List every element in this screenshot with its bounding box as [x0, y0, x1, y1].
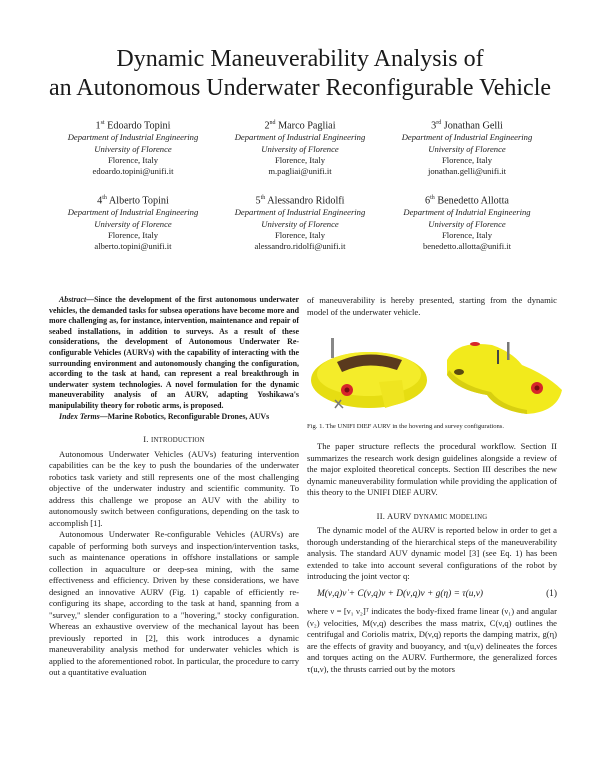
author-email: edoardo.topini@unifi.it — [92, 166, 174, 177]
author-dept: Department of Industrial Engineering — [67, 207, 199, 218]
author-location: Florence, Italy — [441, 229, 493, 240]
right-column-top — [307, 295, 557, 318]
author-univ: University of Florence — [94, 218, 172, 229]
abstract: Abstract—Since the development of the first autonomous underwater vehicles, the demanded tasks for subsea operations have become more and more challenging as, for instance, intervention, maintenance and repair of seabed installations, in addition to surveys. As a result of these considerations, the development of Autonomous Underwater Re-configurable Vehicles (AURVs) with the capability of interacting with the surrounding environment and autonomously changing the configuration, according to the task at hand, can represent a real breakthrough in underwater system technologies. A novel formulation for the dynamic maneuverability analysis of an AURV, adapting Yoshikawa's manipulability theory for robotic arms, is proposed. — [49, 295, 299, 410]
section-heading-dynamic-modeling: II. AURV DYNAMIC MODELING — [376, 510, 488, 521]
index-terms: Index Terms—Marine Robotics, Reconfigurable Drones, AUVs — [59, 411, 270, 421]
author-dept: Department of Industrial Engineering — [401, 132, 533, 143]
author-univ: University of Florence — [94, 143, 172, 154]
author-email: m.pagliai@unifi.it — [268, 166, 332, 177]
intro-paragraph-1: Autonomous Underwater Vehicles (AUVs) featuring intervention capabilities can be the key to push the boundaries of the underwater robotics task variety and still represents one of the most challenging objective of the underwater industry and scientific community. To address this challenge we propose an AUV with the ability to autonomously switch between configurations, depending on the task to accomplish [1]. — [49, 448, 299, 528]
author-univ: University of Florence — [261, 218, 339, 229]
equation-1 — [317, 589, 557, 601]
right-column-body — [307, 441, 557, 675]
left-column — [49, 295, 299, 679]
equation-body: M(ν,q)ν̇ + C(ν,q)ν + D(ν,q)ν + g(η) = τ(u,ν) — [317, 588, 484, 599]
author-block: 6th Benedetto Allotta Department of Indutrial Engineering University of Florence Florence, Italy benedetto.allotta@unifi.it — [384, 192, 550, 253]
paper-title — [0, 45, 600, 103]
author-location: Florence, Italy — [441, 154, 493, 165]
figure-1-caption: Fig. 1. The UNIFI DIEF AURV in the hovering and survey configurations. — [307, 423, 505, 430]
equation-number: (1) — [546, 588, 557, 599]
title-line-1: Dynamic Maneuverability Analysis of — [116, 46, 484, 72]
author-block: 4th Alberto Topini Department of Industrial Engineering University of Florence Florence, Italy alberto.topini@unifi.it — [50, 192, 216, 253]
author-dept: Department of Industrial Engineering — [67, 132, 199, 143]
author-location: Florence, Italy — [274, 154, 326, 165]
author-name: Jonathan Gelli — [443, 120, 503, 132]
author-email: benedetto.allotta@unifi.it — [422, 241, 512, 252]
author-email: alberto.topini@unifi.it — [94, 241, 172, 252]
author-location: Florence, Italy — [274, 229, 326, 240]
author-dept: Department of Industrial Engineering — [234, 207, 366, 218]
author-location: Florence, Italy — [107, 229, 159, 240]
intro-paragraph-continued: of maneuverability is hereby presented, starting from the dynamic model of the underwater vehicle. — [307, 295, 557, 317]
author-dept: Department of Indutrial Engineering — [403, 207, 531, 218]
authors-row-1 — [50, 117, 550, 178]
modeling-paragraph: The dynamic model of the AURV is reported below in order to get a thorough understanding of the hierarchical steps of the maneuverability analysis. The standard AUV dynamic model [3] (see Eq. 1) has been extended to take into account several configurations of the robot by introducing the joint vector q: — [307, 525, 557, 581]
hovering-configuration-icon — [311, 338, 427, 408]
authors-row-2 — [50, 192, 550, 253]
author-name: Alessandro Ridolfi — [267, 195, 345, 207]
title-line-2: an Autonomous Underwater Reconfigurable Vehicle — [48, 75, 552, 101]
author-univ: University of Florence — [428, 143, 506, 154]
author-name: Alberto Topini — [108, 195, 169, 207]
author-block: 3rd Jonathan Gelli Department of Industrial Engineering University of Florence Florence, Italy jonathan.gelli@unifi.it — [384, 117, 550, 178]
author-block: 2nd Marco Pagliai Department of Industrial Engineering University of Florence Florence, Italy m.pagliai@unifi.it — [217, 117, 383, 178]
author-univ: University of Florence — [428, 218, 506, 229]
section-heading-introduction: I. INTRODUCTION — [143, 434, 205, 445]
structure-paragraph: The paper structure reflects the procedural workflow. Section II summarizes the research work design guidelines alongside a review of the major exploited theoretical concepts. Section III describes the new dynamic maneuverability formulation while providing the application of this theory to the UNIFI DIEF AURV. — [307, 441, 557, 497]
author-block: 5th Alessandro Ridolfi Department of Industrial Engineering University of Florence Florence, Italy alessandro.ridolfi@unifi.it — [217, 192, 383, 253]
author-dept: Department of Industrial Engineering — [234, 132, 366, 143]
figure-1-vehicle-image — [307, 330, 565, 418]
author-name: Marco Pagliai — [278, 120, 336, 132]
author-block: 1st Edoardo Topini Department of Industrial Engineering University of Florence Florence, Italy edoardo.topini@unifi.it — [50, 117, 216, 178]
author-location: Florence, Italy — [107, 154, 159, 165]
equation-explanation-paragraph: where ν = [ν₁ ν₂]ᵀ indicates the body-fixed frame linear (ν₁) and angular (ν₂) velocities, M(ν,q) describes the mass matrix, C(ν,q) outlines the centrifugal and Coriolis matrix, D(ν,q) reports the damping matrix, g(η) are the effects of gravity and buoyancy, and τ(u,ν) delineates the forces and torques acting on the AURV. Furthermore, the generalized forces τ(u,ν), the thrusts carried out by the motors — [307, 606, 557, 674]
author-name: Edoardo Topini — [107, 120, 171, 132]
author-email: jonathan.gelli@unifi.it — [427, 166, 507, 177]
author-email: alessandro.ridolfi@unifi.it — [254, 241, 346, 252]
intro-paragraph-2: Autonomous Underwater Re-configurable Vehicles (AURVs) are capable of performing both surveys and inspection/intervention tasks, such as maintenance operations in offshore installations or sample collection in aquaculture or deep-sea mining, with the same effectiveness and efficiency. Driven by these considerations, we have designed an innovative AURV (Fig. 1) capable of efficiently re-configuring its shape, according to the task at hand, spanning from a "survey," slender configuration to a "hovering," stocky configuration. Whereas an exhaustive overview of the mechanical layout has been previously reported in [2], this work introduces a dynamic maneuverability analysis method for underwater vehicles which is applied to the aforementioned robot. In particular, the procedure to carry out a quantitative evaluation — [49, 529, 299, 678]
author-univ: University of Florence — [261, 143, 339, 154]
author-name: Benedetto Allotta — [437, 195, 509, 207]
survey-configuration-icon — [447, 342, 562, 414]
